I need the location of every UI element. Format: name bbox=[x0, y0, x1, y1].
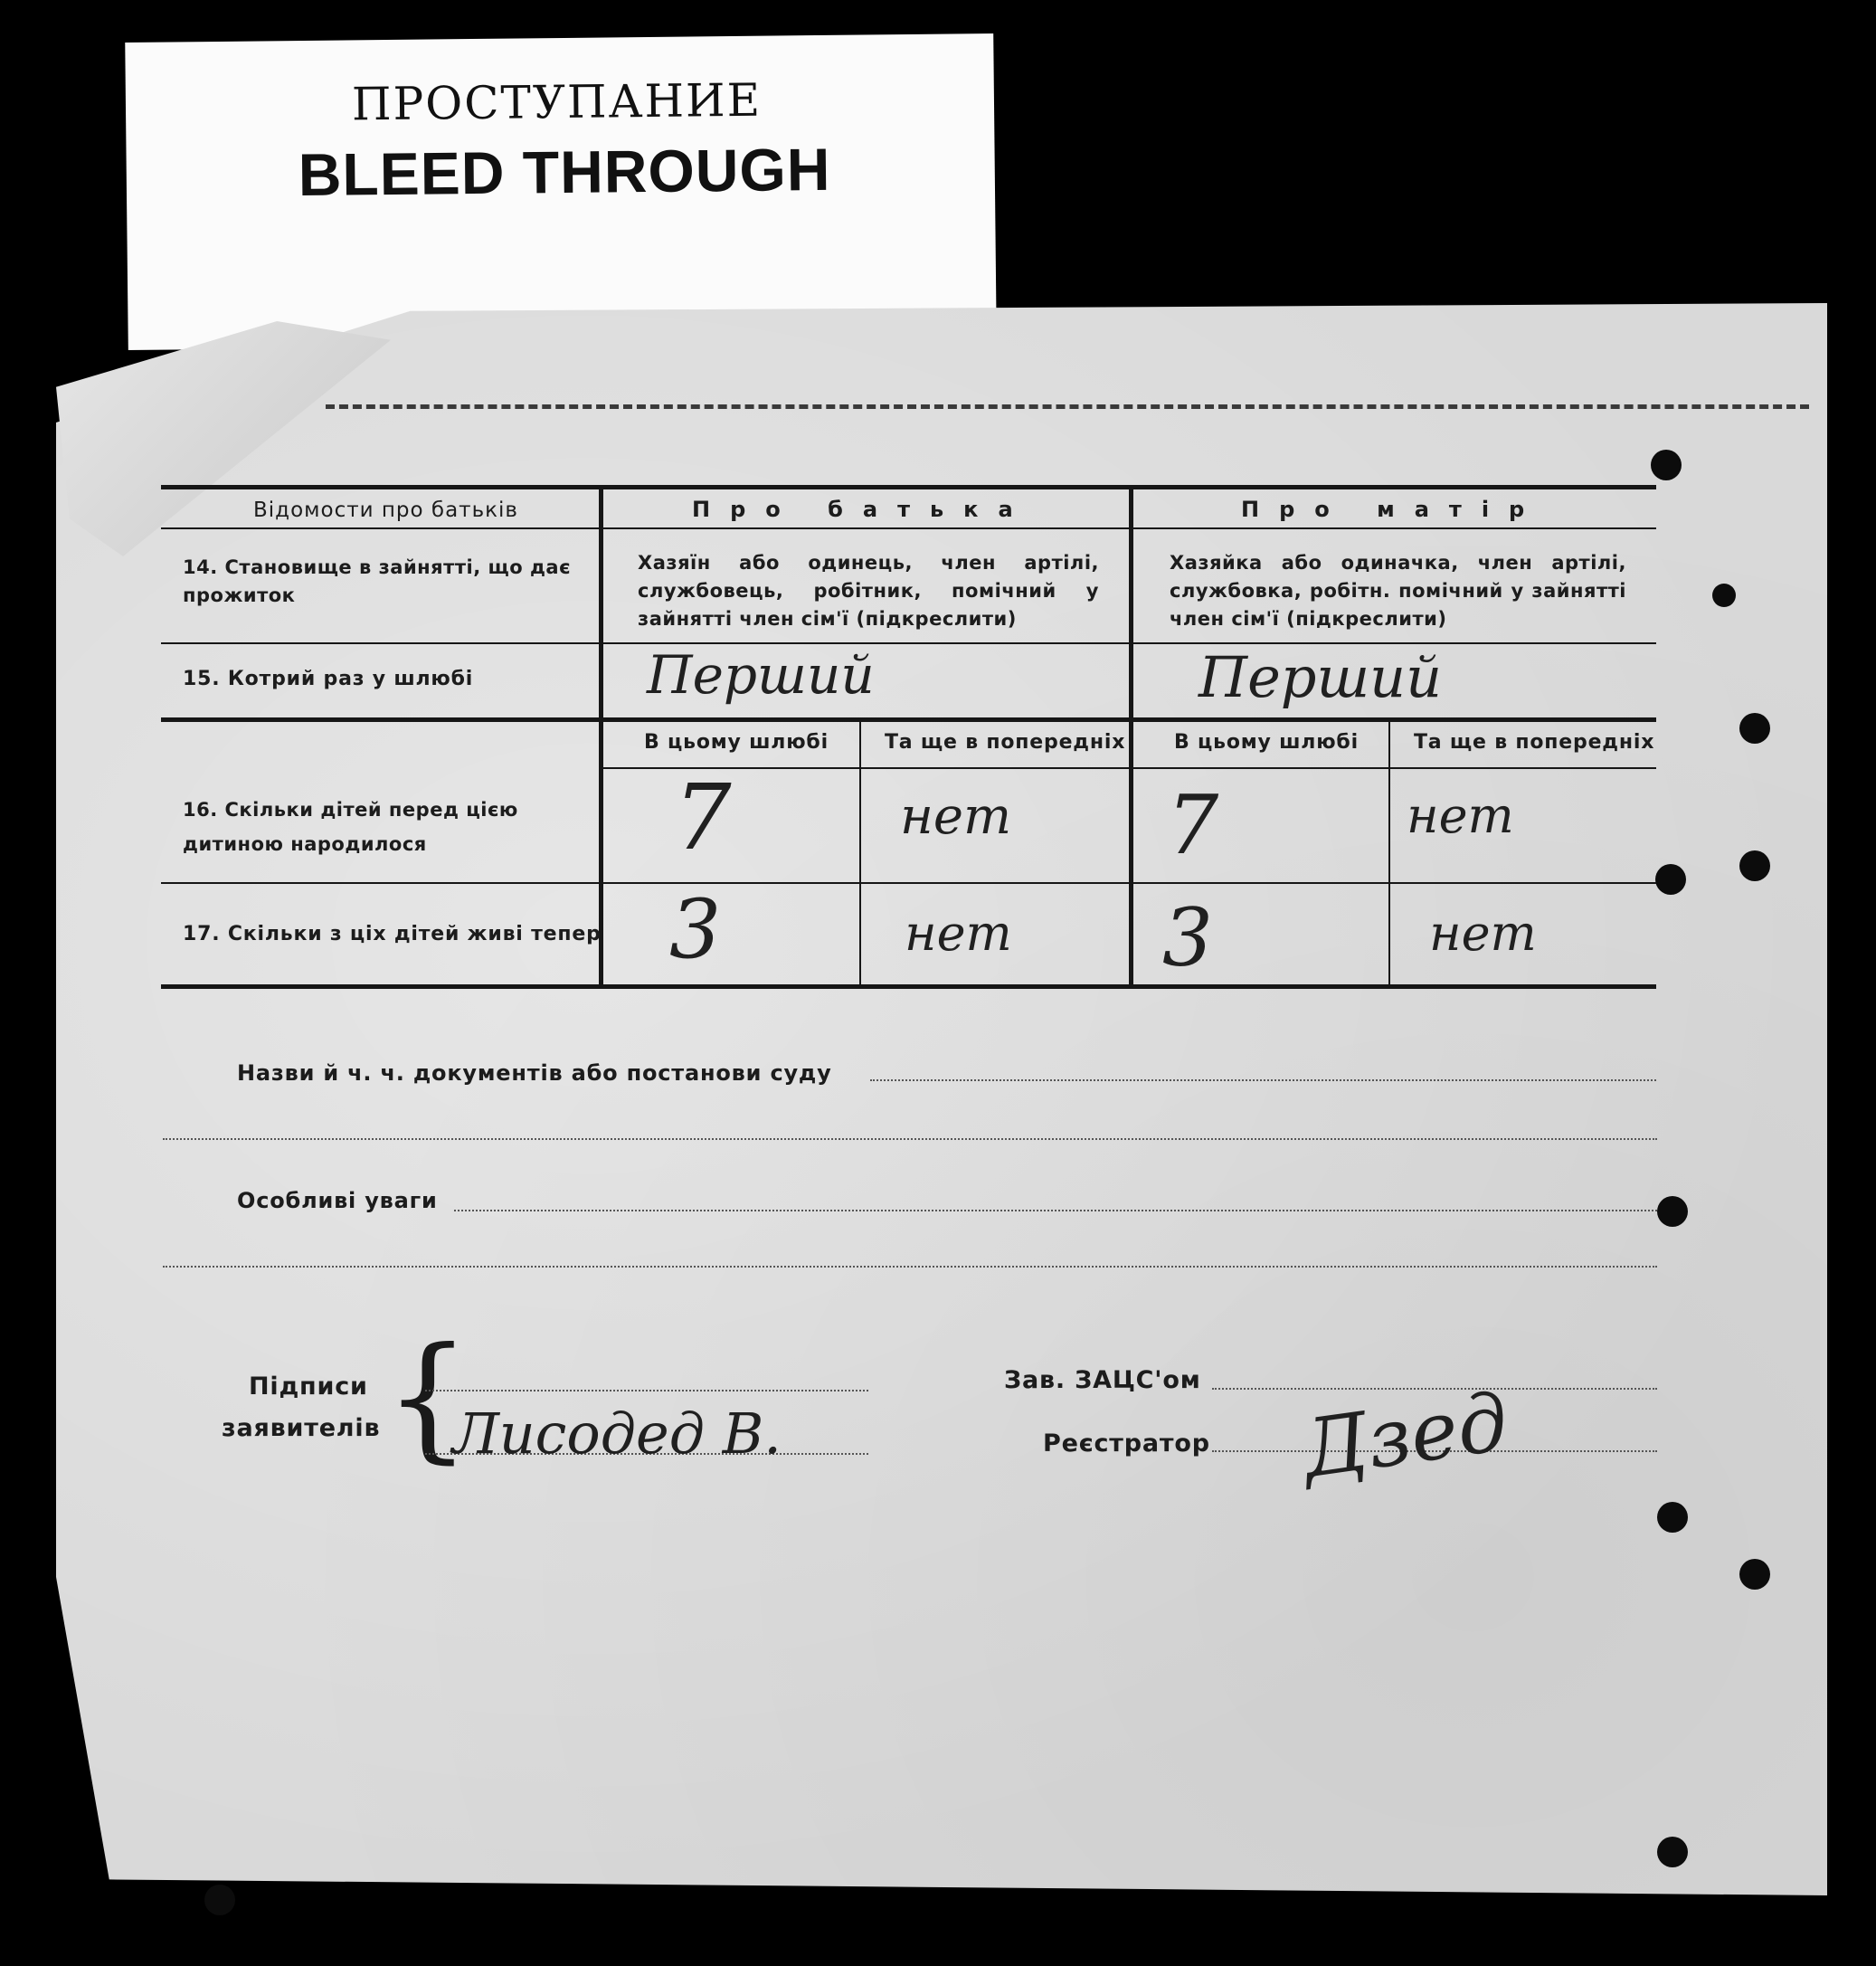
notes-label: Особливі уваги bbox=[237, 1188, 438, 1213]
punch-hole bbox=[1739, 850, 1770, 881]
registrar-signature: Дзед bbox=[1296, 1374, 1514, 1496]
table-bottom-rule bbox=[161, 984, 1656, 989]
form-page bbox=[56, 303, 1827, 1895]
tag-english-text: BLEED THROUGH bbox=[298, 135, 831, 209]
header-father: Про батька bbox=[692, 497, 1033, 522]
punch-hole bbox=[1655, 864, 1686, 895]
punch-hole bbox=[1651, 450, 1682, 480]
row15-mother-value: Перший bbox=[1199, 644, 1443, 710]
perforation-line bbox=[326, 404, 1809, 409]
punch-hole bbox=[1657, 1837, 1688, 1867]
row17-mother-prev: нет bbox=[1429, 905, 1537, 962]
applicants-label-2: заявителів bbox=[222, 1414, 381, 1442]
row14-mother-options: Хазяйка або одиначка, член артілі, службовка, робітн. помічний у зайнятті член сім'ї (підкреслити) bbox=[1170, 552, 1626, 630]
documents-line-2 bbox=[163, 1138, 1657, 1140]
row17-mother-this: 3 bbox=[1162, 891, 1213, 984]
row16-mother-prev: нет bbox=[1407, 787, 1514, 844]
punch-hole bbox=[1739, 1559, 1770, 1590]
row14-label: 14. Становище в зайнятті, що дає прожиток bbox=[183, 556, 572, 606]
row-rule bbox=[161, 882, 1656, 884]
table-top-rule bbox=[161, 485, 1656, 489]
notes-line bbox=[454, 1210, 1657, 1211]
row16-label: 16. Скільки дітей перед цією дитиною народилося bbox=[183, 799, 518, 855]
applicant-signature: Лисодед В. bbox=[452, 1401, 782, 1467]
column-rule bbox=[599, 489, 603, 987]
subheader-father-previous: Та ще в попередніх bbox=[885, 731, 1126, 754]
header-info: Відомости про батьків bbox=[253, 499, 518, 522]
subheader-mother-this: В цьому шлюбі bbox=[1174, 731, 1359, 754]
documents-label: Назви й ч. ч. документів або постанови суду bbox=[237, 1060, 832, 1086]
punch-hole bbox=[1657, 1196, 1688, 1227]
applicants-label-1: Підписи bbox=[249, 1372, 368, 1401]
punch-hole bbox=[1739, 713, 1770, 744]
notes-line-2 bbox=[163, 1266, 1657, 1268]
row16-father-prev: нет bbox=[900, 787, 1012, 846]
column-rule bbox=[1388, 722, 1390, 986]
header-mother: Про матір bbox=[1241, 497, 1545, 522]
registrar-label: Реєстратор bbox=[1043, 1429, 1210, 1458]
subheader-father-this: В цьому шлюбі bbox=[644, 731, 829, 754]
table-header-rule bbox=[161, 527, 1656, 529]
row17-label: 17. Скільки з ціх дітей живі тепер bbox=[183, 923, 602, 945]
row17-father-prev: нет bbox=[905, 905, 1012, 962]
row15-father-value: Перший bbox=[647, 644, 875, 706]
tag-russian-text: ПРОСТУПАНИЕ bbox=[351, 73, 763, 131]
row16-father-this: 7 bbox=[674, 765, 732, 870]
punch-hole bbox=[204, 1885, 235, 1915]
row17-father-this: 3 bbox=[669, 882, 722, 977]
bleed-through-tag bbox=[125, 33, 997, 350]
punch-hole bbox=[1712, 584, 1736, 607]
row16-mother-this: 7 bbox=[1167, 778, 1219, 873]
subheader-mother-previous: Та ще в попередніх bbox=[1414, 731, 1655, 754]
signature-brace: { bbox=[384, 1319, 471, 1477]
punch-hole bbox=[1657, 1502, 1688, 1533]
documents-line bbox=[870, 1079, 1656, 1081]
row15-label: 15. Котрий раз у шлюбі bbox=[183, 668, 474, 690]
column-rule bbox=[1129, 489, 1133, 987]
column-rule bbox=[859, 722, 861, 986]
row-rule bbox=[161, 717, 1656, 722]
row14-father-options: Хазяїн або одинець, член артілі, службовець, робітник, помічний у зайнятті член сім'ї (підкреслити) bbox=[638, 552, 1099, 630]
applicant-signature-line-1 bbox=[425, 1390, 868, 1391]
head-zags-label: Зав. ЗАЦС'ом bbox=[1004, 1366, 1201, 1394]
